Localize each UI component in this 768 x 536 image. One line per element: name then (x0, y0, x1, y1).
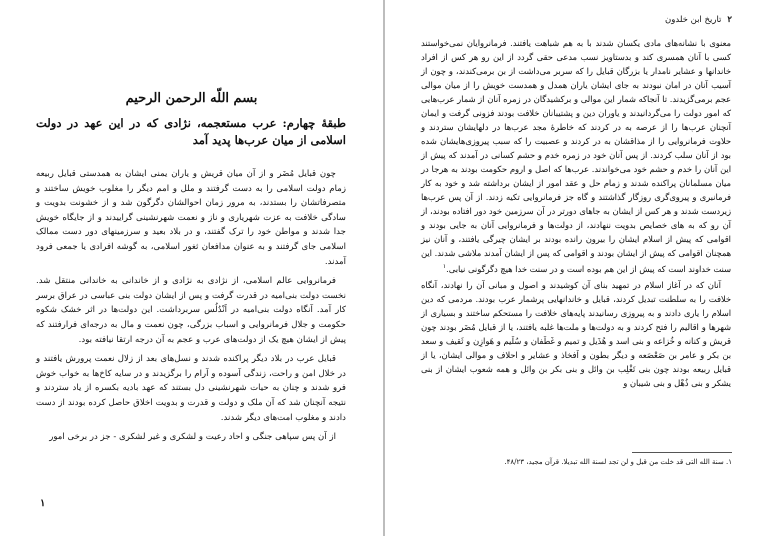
body-paragraph: فرمانروایی عالم اسلامی، از نژادی به نژادی و از خاندانی به خاندانی منتقل شد. نخست دولت بنی‌امیه در قدرت گرفت و پس از ایشان دولت بنی عباسی در عراق برسر کار آمد. آنگاه دولت بنی‌امیه در اَنْدُلُس سربرداشت. این دولت‌ها در اثر خشک شکوه حکومت و جلال فرمانروایی و اسباب بزرگی، چون نعمت و مال به درجه‌ای فرارفتند که پیش از ایشان هیچ یک از دولت‌های عرب و عجم به آن درجه ارتقا نیافته بود. (36, 276, 346, 345)
footnote-divider (632, 452, 732, 453)
bismillah-heading: بسم اللّه الرحمن الرحيم (125, 91, 258, 106)
right-page (385, 0, 768, 536)
footnote: ۱. سنة الله التی قد خلت من قبل و لن تجد لسنة الله تبدیلا. قرآن مجید، ۴۸/۲۳. (504, 458, 732, 466)
left-page-body (36, 167, 346, 450)
body-paragraph: از آن پس سپاهی جنگی و احاد رعیت و لشکری و غیر لشکری - جز در برخی امور (49, 432, 336, 443)
right-page-body (421, 36, 731, 392)
body-paragraph: قبایل عرب در بلاد دیگر پراکنده شدند و نسل‌های بعد از زلال نعمت پرورش یافتند و در خلال امن و راحت، زندگی آسوده و آرام را برگزیدند و در سایه کاخ‌ها به خواب خوش فرو شدند و چنان به حیات شهرنشینی دل بستند که عهد بادیه بکسره از یاد ستردند و نتیجه آنچنان شد که آن ملک و دولت و قدرت و بدویت اخلاق حاصل کرده بودند از دست دادند و مغلوب امت‌های دیگر شدند. (36, 354, 346, 423)
page-number: ۲ (727, 15, 732, 25)
footnote-marker: ۱ (442, 263, 447, 270)
body-paragraph: چون قبایل مُضَر و از آن میان قریش و یاران یمنی ایشان به همدستی قبایل ربیعه زمام دولت اسلامی را به دست گرفتند و ملل و امم دیگر را مغلوب خویش ساختند و متصرفاتشان را بستدند، به مرور زمان احوالشان دگرگون شد و از خشونت بدویت و سادگی خلافت به عزت شهریاری و ناز و نعمت شهرنشینی گراییدند و از جایگاه خویش جدا شدند و مواطن خود را ترک گفتند، و در بلاد بعید و سرزمینهای دور دست ممالک اسلامی جای گرفتند و به عنوان مدافعان ثغور اسلامی، به گوشه افرادی یا جمعی فرود آمدند. (36, 169, 346, 267)
body-paragraph: معنوی با نشانه‌های مادی یکسان شدند با به هم شباهت یافتند. فرمانروایان نمی‌خواستند کسی با آنان همسری کند و بدستاویز نسب مدعی حقی گردد از این رو هر کس از افراد خاندانها و عشایر نامدار یا بزرگان قبایل را که سربر می‌داشت از بن برمی‌کندند، و چون از آسیب آنان در امان نبودند به جای ایشان یاران همدل و همدست خویش را از میان موالی عجم برمی‌گزیدند. تا آنجاکه شمار این موالی و برکشیدگان در زمره آنان از شمار عرب‌هایی که امور دولت را می‌گردانیدند و یاوران دین و پشتیبانان خلافت بودند فزونی گرفت و ایمان آنچنان عرب‌ها را از عرصه به در کردند که خاطرهٔ مجد عرب‌ها در دلهایشان ستردند و حلاوت فرمانروایی را از مذاقشان به در کردند و عصبیت را که سبب پیروزی‌هایشان شده بود از آنان سلب کردند. از پس آنان خود در زمره خدم و حشم کسانی در آمدند که پیش از این آنان را خدم و حشم خود می‌خواندند. عرب‌ها که اصل و اروم حکومت بودند به هرجا در میان مسلمانان پراکنده شدند و زمام حل و عقد امور از ایشان برداشته شد و خود به کار فرمانبری و پیروی‌گری روزگار گذاشتند و گاه جز فرمانروایی تکیه زدند. از آن پس عرب‌ها زیردست شدند و هر کس از ایشان به جاهای دورتر در آن سرزمین خود دور افتاده بودند، از آن رو که به های خصایص بدویت ننهادند، از دولت‌ها و فرمانروایی آنان به جایی بودند و اقوامی که پیش از اسلام ایشان را بیرون رانده بودند بر ایشان چیرگی یافتند، و آنان نیز همچنان اقوامی که پیش از ایشان بودند و اقوامی که پس از ایشان آمدند ملاشی شدند. این سنت خداوند است که پیش از این هم بوده است و در سنت خدا هیچ دگرگونی نیابی. (421, 38, 731, 274)
running-title: تاریخ ابن خلدون (665, 15, 722, 25)
running-header (665, 15, 732, 25)
page-number: ۱ (40, 498, 46, 509)
chapter-title: طبقهٔ چهارم: عرب مستعجمه، نژادی که در این عهد در دولت اسلامی از میان عرب‌ها پدید آمد (36, 116, 346, 147)
body-paragraph: آنان که در آغاز اسلام در تمهید بنای آن کوشیدند و اصول و مبانی آن را نهادند، آنگاه خلافت را به سلطنت تبدیل کردند، قبایل و خاندانهایی پرشمار عرب بودند. مردمی که دین اسلام را یاری دادند و به پیروزی رسانیدند پایه‌های خلافت را مستحکم ساختند و بسیاری از شهرها و اقالیم را فتح کردند و به دولت‌ها و ملت‌ها غلبه یافتند، یا از قبایل مُضَر بودند چون قریش و کنانه و خُزاعه و بنی اسد و هُذَیل و تمیم و غَطَفان و سُلَیم و هَوازِن و ثَقیف و سعد بن بکر و عامر بن صَعْصَعه و دیگر بطون و اَفخاذ و عشایر و احلاف و موالی ایشان، یا از قبایل ربیعه بودند چون بنی تَغْلِب بن وائل و بنی بکر بن وائل و همه شعوب ایشان از بنی یشکر و بنی ذُهْل و بنی شیبان و (421, 279, 731, 388)
left-page (0, 0, 383, 536)
